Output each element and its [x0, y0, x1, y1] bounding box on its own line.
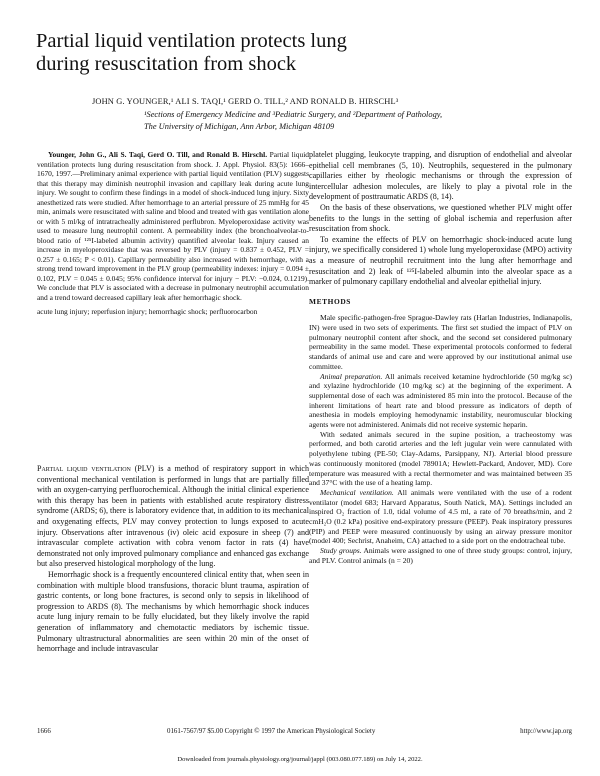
title-line-1: Partial liquid ventilation protects lung	[36, 30, 347, 52]
mechanical-ventilation-text: All animals were ventilated with the use of a rodent ventilator (model 683; Harvard Apparatus, South Natick, MA). Settings included an inspired O₂ fraction of 1.0, tidal volume of 4.5 ml, a rate of 70 breaths/min, and 2 cmH₂O (0.2 kPa) positive end-expiratory pressure (PEEP). Peak inspiratory pressures (PIP) and PEEP were measured continuously by using an airway pressure monitor (model 400; Sechrist, Anaheim, CA) attached to a side port on the endotracheal tube.	[309, 487, 572, 546]
animal-preparation-paragraph	[309, 372, 572, 430]
intro-paragraph-1	[37, 464, 309, 570]
mechanical-ventilation-heading: Mechanical ventilation.	[320, 487, 394, 497]
intro-text-1: (PLV) is a method of respiratory support in which conventional mechanical ventilation is performed in lungs that are partially filled with an oxygen-carrying perfluorochemical. Although the initial clinical experience with this therapy has been in patients with established acute respiratory distress syndrome (ARDS; 6), there is laboratory evidence that, in addition to its mechanical and oxygenating effects, PLV may convey protection to lungs exposed to acute injury. Observations after intravenous (iv) oleic acid exposure in sheep (7) and intravascular complete activation with cobra venom factor in rats (4) have demonstrated not only improved pulmonary compliance and enhanced gas exchange but also preserved histological morphology of the lung.	[37, 464, 309, 569]
animal-preparation-heading: Animal preparation.	[320, 371, 383, 381]
methods-heading: METHODS	[309, 296, 351, 306]
methods-paragraph-1: Male specific-pathogen-free Sprague-Dawley rats (Harlan Industries, Indianapolis, IN) were used in two sets of experiments. The first set studied the impact of PLV on pulmonary neutrophil content after shock, and the second set considered pulmonary permeability in the same model. These experimental protocols conformed to federal standards of animal use and care and were approved by our institutional animal use committee.	[309, 313, 572, 371]
affiliations	[144, 109, 564, 132]
study-groups-paragraph	[309, 546, 572, 565]
abstract-text: Partial liquid ventilation protects lung during resuscitation from shock. J. Appl. Physiol. 83(5): 1666–1670, 1997.—Preliminary animal experience with partial liquid ventilation (PLV) suggests that this therapy may diminish neutrophil invasion and capillary leak during acute lung injury. We sought to confirm these findings in a model of shock-induced lung injury. Sixty anesthetized rats were studied. After hemorrhage to an arterial pressure of 25 mmHg for 45 min, animals were resuscitated with saline and blood and treated with gas ventilation alone or with 5 ml/kg of intratracheally administered perflubron. Myeloperoxidase activity was used to measure lung neutrophil content. A permeability index (the bronchoalveolar-to-blood ratio of ¹²⁵I-labeled albumin activity) quantified alveolar leak. Injury caused an increase in myeloperoxidase that was reversed by PLV (injury = 0.837 ± 0.452, PLV = 0.257 ± 0.165; P < 0.01). Capillary permeability also increased with hemorrhage, with a strong trend toward improvement in the PLV group (permeability indexes: injury = 0.094 ± 0.102, PLV = 0.045 ± 0.045; 95% confidence interval for injury − PLV: −0.024, 0.1219). We conclude that PLV is associated with a decrease in pulmonary neutrophil accumulation and a trend toward decreased capillary leak after hemorrhagic shock.	[37, 150, 309, 302]
intro-paragraph-4: To examine the effects of PLV on hemorrhagic shock-induced acute lung injury, we specifically considered 1) whole lung myeloperoxidase (MPO) activity as a measure of neutrophil recruitment into the lung after hemorrhage and resuscitation and 2) leak of ¹²⁵I-labeled albumin into the alveolar space as a marker of pulmonary capillary endothelial and alveolar epithelial injury.	[309, 234, 572, 287]
affiliation-line-1: ¹Sections of Emergency Medicine and ³Pediatric Surgery, and ²Department of Pathology,	[144, 110, 443, 119]
page-number: 1666	[37, 728, 51, 735]
intro-paragraph-2: Hemorrhagic shock is a frequently encountered clinical entity that, when seen in combination with multiple blood transfusions, thoracic blunt trauma, aspiration of gastric contents, or long bone fractures, is second only to sepsis in likelihood of progression to ARDS (8). The mechanisms by which hemorrhagic shock induces acute lung injury remain to be fully elucidated, but they likely involve the rapid generation of inflammatory and chemotactic mediators by ischemic tissue. Pulmonary ultrastructural abnormalities are seen within 20 min of the onset of hemorrhage and include intravascular	[37, 569, 309, 654]
mechanical-ventilation-paragraph	[309, 488, 572, 546]
intro-paragraph-3: On the basis of these observations, we questioned whether PLV might offer benefits to the lungs in the setting of global ischemia and reperfusion after resuscitation from shock.	[309, 202, 572, 234]
abstract	[37, 150, 309, 302]
keywords: acute lung injury; reperfusion injury; hemorrhagic shock; perfluorocarbon	[37, 307, 258, 316]
abstract-citation-authors: Younger, John G., Ali S. Taqi, Gerd O. Till, and Ronald B. Hirschl.	[48, 150, 268, 159]
introduction	[37, 464, 309, 655]
study-groups-heading: Study groups.	[320, 546, 362, 556]
animal-preparation-text: All animals received ketamine hydrochloride (50 mg/kg sc) and xylazine hydrochloride (10 mg/kg sc) at the beginning of the experiment. A supplemental dose of each was administered 85 min into the protocol. Because of the inherent limitations of heart rate and blood pressure as indicators of depth of anesthesia in models employing hemodynamic instability, neuromuscular blocking agents were not administered. Animals did not receive systemic heparin.	[309, 371, 572, 430]
intro-lead: Partial liquid ventilation	[37, 464, 131, 473]
author-list: JOHN G. YOUNGER,¹ ALI S. TAQI,¹ GERD O. TILL,² AND RONALD B. HIRSCHL³	[92, 97, 399, 106]
journal-url[interactable]: http://www.jap.org	[520, 728, 572, 735]
affiliation-line-2: The University of Michigan, Ann Arbor, Michigan 48109	[144, 121, 335, 131]
download-note: Downloaded from journals.physiology.org/journal/jappl (003.080.077.189) on July 14, 2022.	[177, 756, 423, 763]
paper-title	[36, 30, 536, 76]
right-column	[309, 150, 572, 566]
methods-paragraph-3: With sedated animals secured in the supine position, a tracheostomy was performed, and both carotid arteries and the left jugular vein were cannulated with polyethylene tubing (PE-50; Clay-Adams, Parsippany, NJ). Arterial blood pressure was continuously monitored (model 78901A; Hewlett-Packard, Andover, MD). Core temperature was measured with a rectal thermometer and was maintained between 35 and 37°C with the use of a heating lamp.	[309, 429, 572, 488]
abstract-block	[37, 150, 309, 317]
copyright-line: 0161-7567/97 $5.00 Copyright © 1997 the American Physiological Society	[167, 728, 376, 735]
study-groups-text: Animals were assigned to one of three study groups: control, injury, and PLV. Control animals (n = 20)	[309, 546, 572, 565]
intro-continuation: platelet plugging, leukocyte trapping, and disruption of endothelial and alveolar epithelial cell membranes (5, 10). Neutrophils, sequestered in the pulmonary capillaries either by rheologic mechanisms or through the expression of intercellular adhesion molecules, are likely to play a pivotal role in the development of posttraumatic ARDS (8, 14).	[309, 150, 572, 202]
title-line-2: during resuscitation from shock	[36, 53, 297, 75]
